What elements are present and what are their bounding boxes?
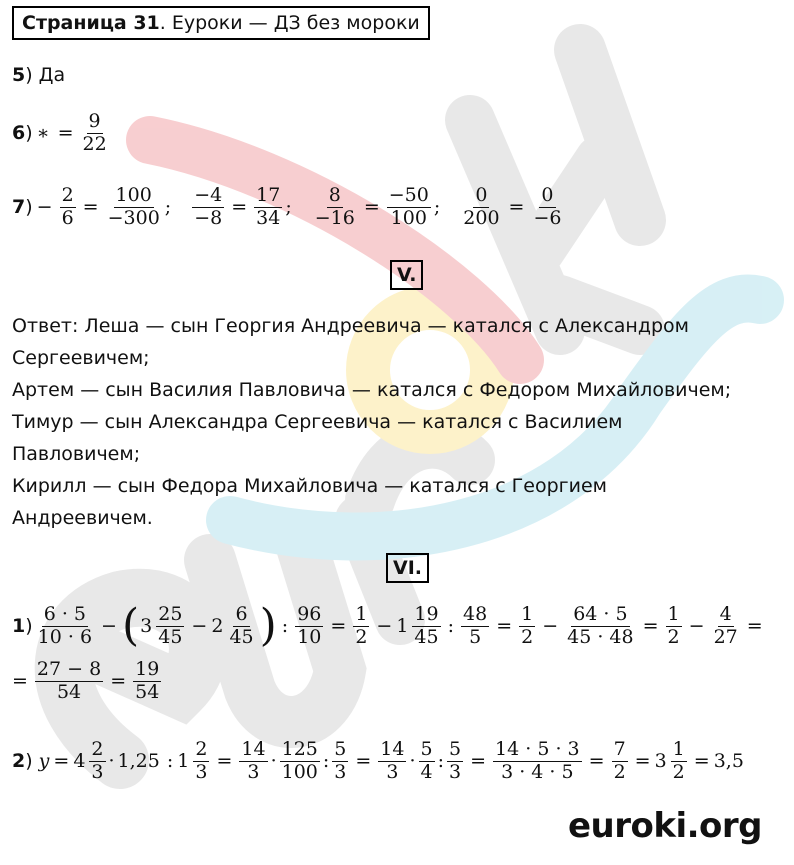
denominator: 3 [91, 760, 104, 783]
page-header [12, 6, 430, 40]
answer-line: Сергеевичем; [12, 347, 150, 369]
paren: ) [25, 750, 33, 773]
fraction [671, 740, 687, 783]
expression-1 [12, 600, 767, 651]
numerator: 1 [672, 738, 685, 760]
minus: − [36, 196, 53, 219]
equals: = [363, 196, 380, 219]
denominator: 22 [82, 132, 107, 155]
denominator: 45 [414, 625, 439, 648]
equals: = [231, 196, 248, 219]
denominator: −300 [107, 206, 160, 229]
item-number: 2 [12, 750, 26, 773]
item-6 [12, 112, 112, 155]
numerator: 5 [420, 738, 433, 760]
answer-line: Кирилл — сын Федора Михайловича — катался с Георгием [12, 475, 608, 497]
denominator: 45 [229, 625, 254, 648]
fraction [387, 186, 431, 229]
denominator: 5 [469, 625, 482, 648]
denominator: 100 [390, 206, 427, 229]
numerator: 100 [115, 184, 152, 206]
denominator: 6 [61, 206, 74, 229]
fraction [461, 602, 489, 648]
minus: − [101, 615, 117, 637]
dot: · [409, 750, 416, 773]
mixed-number [396, 602, 443, 648]
numerator: 14 [241, 738, 266, 760]
numerator: 0 [541, 184, 554, 206]
numerator: 64 · 5 [573, 602, 628, 625]
numerator: −4 [194, 184, 223, 206]
page-label: Страница 31 [22, 12, 160, 34]
paren: ) [25, 64, 33, 86]
equals: = [508, 196, 525, 219]
site-logo: euroki.org [567, 806, 762, 846]
dot: · [270, 750, 277, 773]
denominator: 100 [281, 760, 318, 783]
section-heading-vi: VI. [386, 553, 429, 583]
fraction [666, 602, 682, 648]
numerator: 96 [297, 602, 322, 625]
minus: − [191, 615, 208, 637]
equals: = [12, 670, 28, 693]
numerator: 8 [328, 184, 341, 206]
fraction [419, 740, 435, 783]
answer-text: Да [38, 64, 66, 86]
fraction [192, 186, 224, 229]
close-paren: ) [259, 600, 277, 651]
fraction [239, 740, 267, 783]
fraction [280, 740, 320, 783]
fraction [36, 602, 94, 648]
denominator: 45 · 48 [567, 625, 634, 648]
mixed-number [177, 740, 212, 783]
site-suffix: . Еуроки — ДЗ без мороки [159, 12, 420, 34]
equals: = [588, 750, 605, 773]
equals: = [53, 750, 70, 773]
answer-paragraph [12, 310, 772, 534]
numerator: 27 − 8 [36, 658, 102, 680]
open-paren: ( [121, 600, 140, 651]
mixed-number [140, 602, 187, 648]
numerator: 5 [334, 738, 347, 760]
fraction [565, 602, 635, 648]
denominator: 45 [158, 625, 183, 648]
item-7 [12, 186, 566, 229]
equals: = [746, 615, 763, 637]
denominator: −6 [533, 206, 562, 229]
equals: = [82, 196, 99, 219]
fraction [712, 602, 740, 648]
separator: ; [164, 196, 172, 219]
fraction [531, 186, 563, 229]
numerator: 6 · 5 [43, 602, 86, 625]
fraction [332, 740, 348, 783]
fraction [378, 740, 406, 783]
whole-part: 1 [396, 615, 409, 637]
fraction [353, 602, 369, 648]
answer-line: Артем — сын Василия Павловича — катался с Федором Михайловичем; [12, 379, 732, 401]
denominator: 3 [195, 760, 208, 783]
fraction [156, 602, 184, 648]
denominator: −8 [194, 206, 223, 229]
whole-part: 1 [177, 750, 190, 773]
numerator: 9 [88, 110, 101, 132]
colon: : [322, 750, 330, 773]
numerator: 0 [475, 184, 488, 206]
fraction [412, 602, 440, 648]
variable: y [38, 750, 50, 773]
equals: = [496, 615, 513, 637]
fraction [519, 602, 535, 648]
numerator: 2 [61, 184, 74, 206]
denominator: 10 · 6 [37, 625, 93, 648]
numerator: 17 [256, 184, 281, 206]
expression-2 [12, 740, 744, 783]
denominator: 200 [463, 206, 500, 229]
fraction [295, 602, 323, 648]
minus: − [542, 615, 559, 637]
numerator: 4 [719, 602, 732, 625]
denominator: 10 [297, 625, 322, 648]
equals: = [642, 615, 659, 637]
fraction [447, 740, 463, 783]
fraction [106, 186, 162, 229]
item-number: 5 [12, 64, 26, 86]
fraction [254, 186, 282, 229]
dot: · [108, 750, 115, 773]
equals: = [330, 615, 347, 637]
denominator: 3 [449, 760, 462, 783]
mixed-number [211, 602, 258, 648]
fraction [461, 186, 501, 229]
equals: = [216, 750, 233, 773]
fraction [193, 740, 209, 783]
denominator: 34 [256, 206, 281, 229]
numerator: 19 [414, 602, 439, 625]
answer-line: Тимур — сын Александра Сергеевича — катался с Василием [12, 411, 623, 433]
numerator: 25 [158, 602, 183, 625]
mixed-number [655, 740, 690, 783]
separator: ; [285, 196, 292, 219]
equals: = [693, 750, 710, 773]
numerator: 14 [380, 738, 405, 760]
fraction [612, 740, 628, 783]
numerator: 2 [195, 738, 208, 760]
answer-line: Ответ: Леша — сын Георгия Андреевича — катался с Александром [12, 315, 690, 337]
numerator: −50 [388, 184, 429, 206]
colon: : [166, 750, 174, 773]
minus: − [688, 615, 705, 637]
minus: − [376, 615, 393, 637]
paren: ) [25, 122, 33, 145]
denominator: 2 [521, 625, 534, 648]
item-number: 6 [12, 122, 26, 145]
numerator: 48 [463, 602, 488, 625]
expression-1-continued [12, 660, 164, 703]
numerator: 14 · 5 · 3 [495, 738, 580, 760]
numerator: 1 [667, 602, 680, 625]
colon: : [437, 750, 445, 773]
item-5 [12, 64, 65, 86]
equals: = [470, 750, 487, 773]
item-number: 7 [12, 196, 26, 219]
section-heading-v: V. [390, 260, 423, 290]
fraction [493, 740, 582, 783]
answer-line: Андреевичем. [12, 507, 153, 529]
star-symbol: ∗ [36, 122, 50, 145]
whole-part: 4 [73, 750, 86, 773]
denominator: 2 [667, 625, 680, 648]
denominator: 54 [135, 680, 160, 703]
denominator: 2 [613, 760, 626, 783]
denominator: 4 [420, 760, 433, 783]
fraction [89, 740, 105, 783]
numerator: 5 [449, 738, 462, 760]
denominator: 3 · 4 · 5 [501, 760, 574, 783]
fraction [313, 186, 357, 229]
numerator: 19 [135, 658, 160, 680]
paren: ) [25, 196, 33, 219]
denominator: 2 [355, 625, 368, 648]
numerator: 2 [91, 738, 104, 760]
whole-part: 3 [654, 750, 667, 773]
equals: = [634, 750, 651, 773]
denominator: 3 [247, 760, 260, 783]
denominator: −16 [314, 206, 355, 229]
decimal: 1,25 [117, 750, 160, 773]
fraction [227, 602, 255, 648]
denominator: 54 [56, 680, 82, 703]
fraction [133, 660, 161, 703]
denominator: 3 [334, 760, 347, 783]
fraction [81, 112, 109, 155]
answer-line: Павловичем; [12, 443, 141, 465]
numerator: 125 [281, 738, 318, 760]
equals: = [57, 122, 74, 145]
equals: = [110, 670, 127, 693]
equals: = [355, 750, 372, 773]
whole-part: 3 [140, 615, 153, 637]
numerator: 1 [521, 602, 534, 625]
numerator: 6 [235, 602, 248, 625]
fraction [60, 186, 76, 229]
item-number: 1 [12, 615, 26, 637]
denominator: 27 [713, 625, 738, 648]
result-value: 3,5 [713, 750, 744, 773]
mixed-number [73, 740, 108, 783]
colon: : [281, 615, 289, 637]
denominator: 2 [672, 760, 685, 783]
denominator: 3 [386, 760, 399, 783]
paren: ) [25, 615, 33, 637]
separator: ; [433, 196, 441, 219]
colon: : [447, 615, 455, 637]
numerator: 1 [355, 602, 368, 625]
fraction [35, 660, 103, 703]
numerator: 7 [613, 738, 626, 760]
whole-part: 2 [211, 615, 224, 637]
